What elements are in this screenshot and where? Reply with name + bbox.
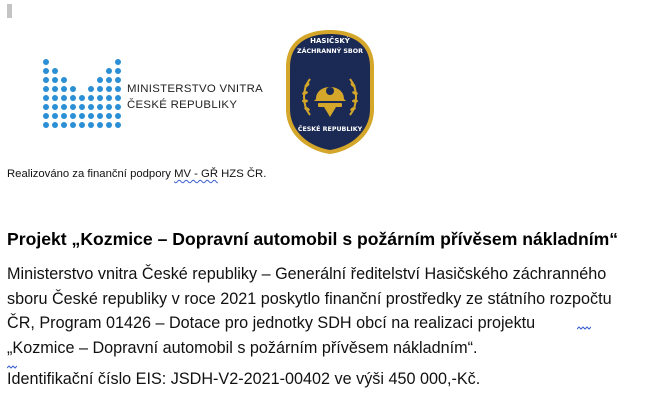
hzs-bottom-line1: ČESKÉ REPUBLIKY xyxy=(297,126,363,133)
project-description xyxy=(7,262,657,360)
project-title: Projekt „Kozmice – Dopravní automobil s požárním přívěsem nákladním“ xyxy=(7,229,619,249)
ministry-logo-line2: ČESKÉ REPUBLIKY xyxy=(127,99,238,111)
spellcheck-squiggle xyxy=(577,326,591,331)
description-line-3: ČR, Program 01426 – Dotace pro jednotky SDH obcí na realizaci projektu xyxy=(7,314,536,332)
support-note-prefix: Realizováno za finanční podpory xyxy=(7,168,175,180)
description-line-2: sboru České republiky v roce 2021 poskytlo finanční prostředky ze státního rozpočtu xyxy=(7,289,612,308)
hzs-top-line1: HASIČSKÝ xyxy=(310,37,350,45)
eis-identification: Identifikační číslo EIS: JSDH-V2-2021-00402 ve výši 450 000,-Kč. xyxy=(7,370,481,388)
support-note-underlined: MV - GŘ xyxy=(174,168,218,180)
financial-support-note xyxy=(7,168,266,180)
ministry-logo-text xyxy=(127,81,263,113)
ministry-interior-logo xyxy=(38,54,126,134)
fire-rescue-service-emblem xyxy=(280,27,380,157)
text-cursor-marker xyxy=(7,4,12,18)
description-line-1: Ministerstvo vnitra České republiky – Generální ředitelství Hasičského záchranného xyxy=(7,265,607,283)
description-line-4: „Kozmice – Dopravní automobil s požárním přívěsem nákladním“. xyxy=(7,338,478,357)
hzs-top-line2: ZÁCHRANNÝ SBOR xyxy=(297,48,363,55)
ministry-logo-line1: MINISTERSTVO VNITRA xyxy=(127,83,264,95)
support-note-suffix: HZS ČR. xyxy=(218,168,267,180)
